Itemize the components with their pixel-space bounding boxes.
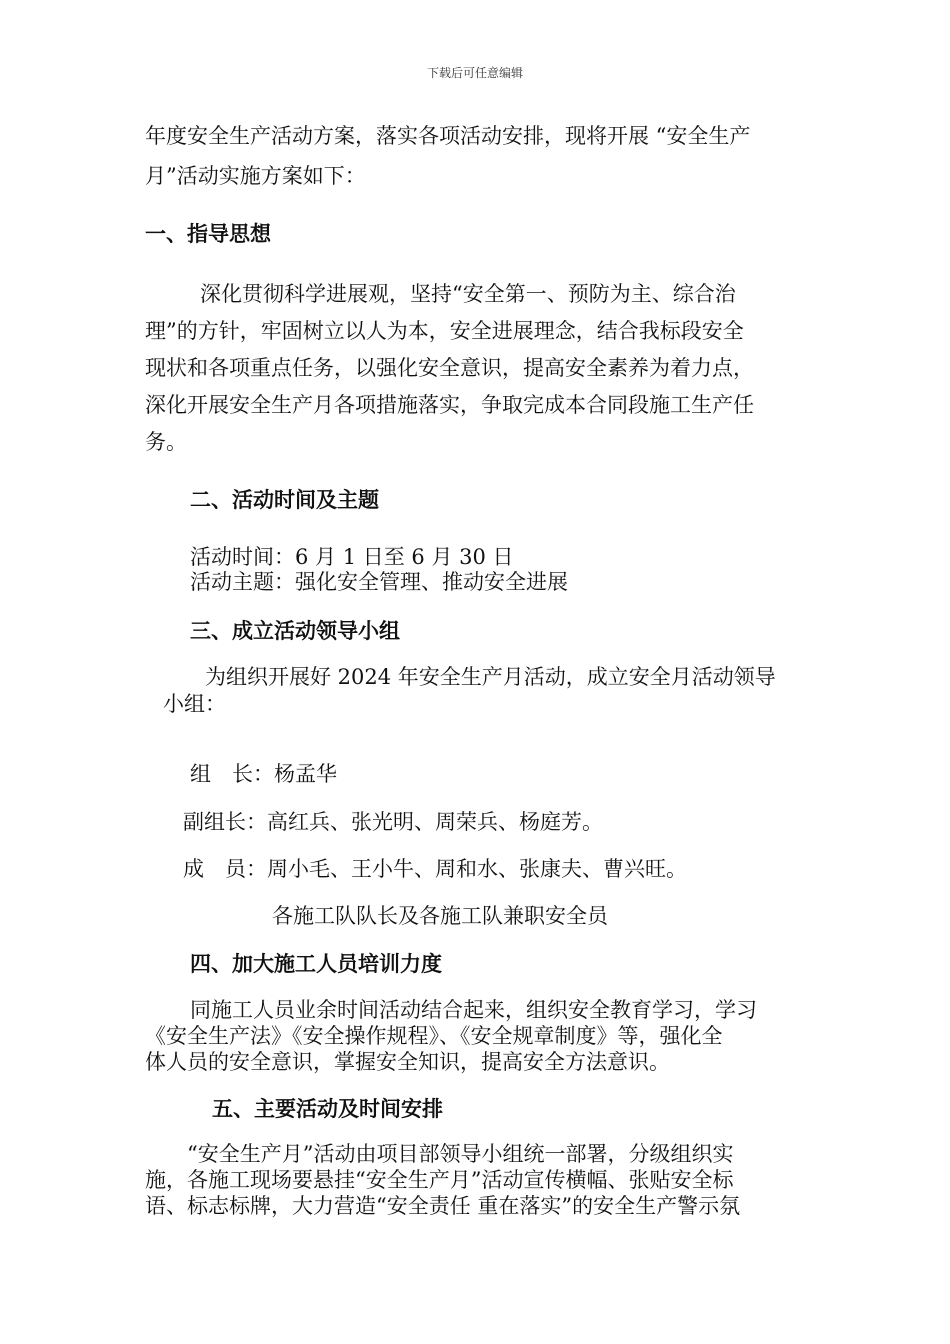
intro-line-1: 年度安全生产活动方案，落实各项活动安排，现将开展 “安全生产 — [145, 124, 751, 148]
section-1-title: 一、指导思想 — [145, 221, 271, 246]
section-3-line-1: 为组织开展好 2024 年安全生产月活动，成立安全月活动领导 — [205, 665, 776, 689]
section-5-line-2: 施，各施工现场要悬挂“安全生产月”活动宣传横幅、张贴安全标 — [145, 1168, 734, 1192]
section-1-line-5: 务。 — [145, 430, 187, 454]
section-4-line-1: 同施工人员业余时间活动结合起来，组织安全教育学习，学习 — [190, 998, 757, 1022]
group-leader: 组 长：杨孟华 — [190, 762, 337, 786]
group-deputy: 副组长：高红兵、张光明、周荣兵、杨庭芳。 — [183, 810, 603, 834]
section-2-title: 二、活动时间及主题 — [190, 487, 379, 512]
section-5-title: 五、主要活动及时间安排 — [212, 1096, 443, 1121]
section-5-line-3: 语、标志标牌，大力营造“安全责任 重在落实”的安全生产警示氛 — [145, 1194, 741, 1218]
section-1-line-1: 深化贯彻科学进展观，坚持“安全第一、预防为主、综合治 — [200, 282, 736, 306]
section-1-line-3: 现状和各项重点任务，以强化安全意识，提高安全素养为着力点， — [145, 356, 754, 380]
section-3-title: 三、成立活动领导小组 — [190, 618, 400, 643]
group-members: 成 员：周小毛、王小牛、周和水、张康夫、曹兴旺。 — [183, 857, 687, 881]
intro-line-2: 月”活动实施方案如下： — [145, 164, 366, 188]
activity-time: 活动时间：6 月 1 日至 6 月 30 日 — [190, 545, 514, 569]
section-1-line-2: 理”的方针，牢固树立以人为本，安全进展理念，结合我标段安全 — [145, 319, 744, 343]
section-4-line-3: 体人员的安全意识，掌握安全知识，提高安全方法意识。 — [145, 1050, 670, 1074]
activity-theme: 活动主题：强化安全管理、推动安全进展 — [190, 570, 568, 594]
section-3-line-2: 小组： — [163, 692, 226, 716]
group-members-extra: 各施工队队长及各施工队兼职安全员 — [272, 904, 608, 928]
page-header-note: 下载后可任意编辑 — [426, 66, 523, 80]
section-5-line-1: “安全生产月”活动由项目部领导小组统一部署，分级组织实 — [187, 1142, 734, 1166]
section-4-title: 四、加大施工人员培训力度 — [190, 951, 442, 976]
section-4-line-2: 《安全生产法》《安全操作规程》、《安全规章制度》等，强化全 — [145, 1024, 723, 1048]
section-1-line-4: 深化开展安全生产月各项措施落实，争取完成本合同段施工生产任 — [145, 393, 754, 417]
